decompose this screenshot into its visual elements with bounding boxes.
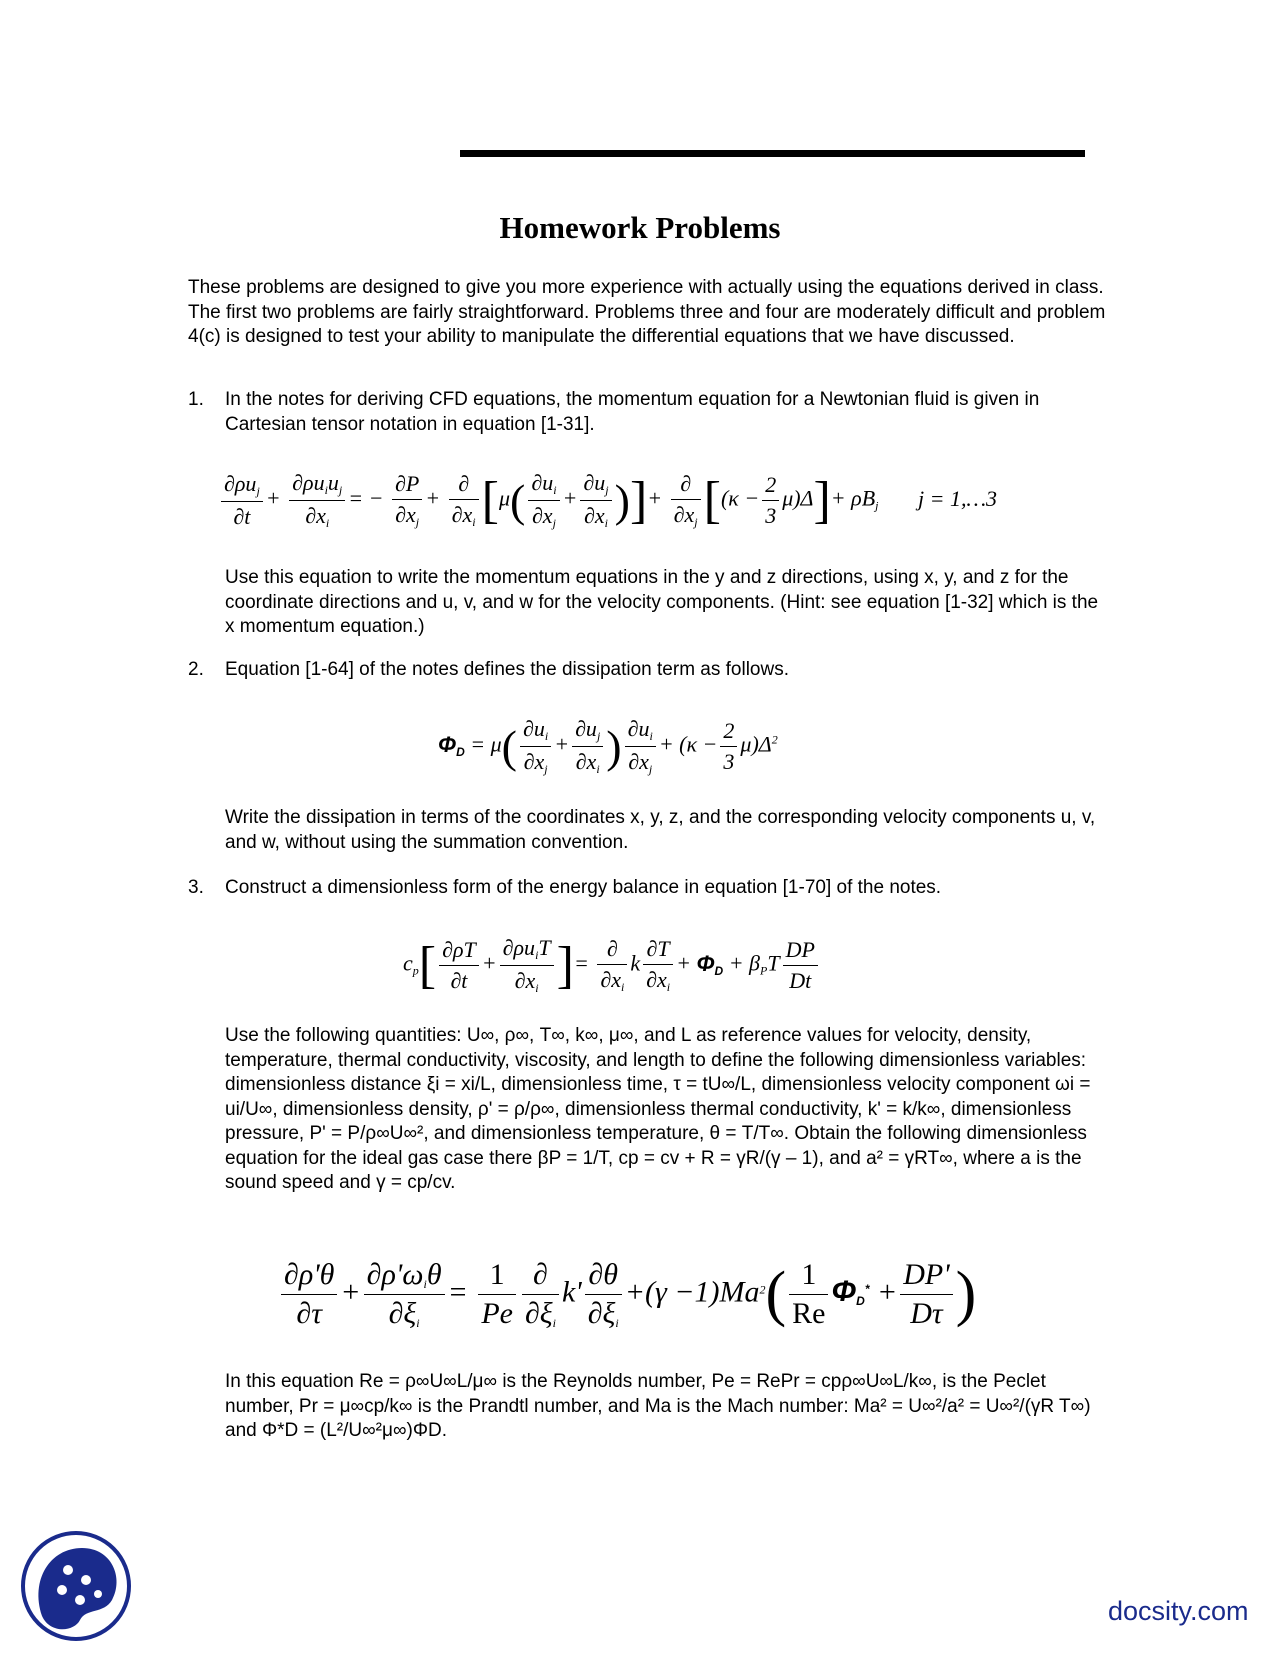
problem-1-instructions: Use this equation to write the momentum equations in the y and z directions, using x, y, and z for the coordinate directions and u, v, and w for the velocity components. (Hint: see equation [1-32] which is the x momentum equation.) <box>225 567 1099 637</box>
energy-equation: cp[ $\frac{\partial\rho T}{\partial t}$ + $\frac{\text{∂ρuiT}}{\partial xi}$ ]= $\frac{\partial}{\partial xi}$ k $\frac{\partial T}{\partial xi}$ + ΦD + βPT $\frac{DP}{Dt}$ <box>403 935 821 996</box>
problem-3-text: Construct a dimensionless form of the energy balance in equation [1-70] of the notes. <box>225 877 942 898</box>
equation-index-range: j = 1,…3 <box>917 485 998 511</box>
page-title: Homework Problems <box>499 210 781 245</box>
problem-3-instructions: Use the following quantities: U∞, ρ∞, T∞, k∞, μ∞, and L as reference values for velocity, density, temperature, thermal conductivity, viscosity, and length to define the following dimensionless variables: dimensionless distance ξi = xi/L, dimensionless time, τ = tU∞/L, dimensionless velocity component ωi = ui/U∞, dimensionless density, ρ' = ρ/ρ∞, dimensionless thermal conductivity, k' = k/k∞, dimensionless pressure, P' = P/ρ∞U∞², and dimensionless temperature, θ = T/T∞. Obtain the following dimensionless equation for the ideal gas case there βP = 1/T, cp = cv + R = γR/(γ – 1), and a² = γRT∞, where a is the sound speed and γ = cp/cv. <box>225 1025 1091 1193</box>
dimensionless-energy-equation: $\frac{\partial\rho'\theta}{\partial\tau}$ + $\frac{\text{∂ρ'ωiθ}}{\partial\xi i}$ = $\frac{1}{Pe}$ $\frac{\partial}{\partial\xi i}$ k' $\frac{\partial\theta}{\partial\xi i}$ $+(\gamma -1)Ma^2$( $\frac{1}{Re}$ ΦD* + $\frac{DP'}{D\tau}$ ) <box>278 1258 976 1331</box>
problem-2-number: 2. <box>188 659 204 680</box>
problem-3-number: 3. <box>188 877 204 898</box>
intro-paragraph: These problems are designed to give you more experience with actually using the equations derived in class. The first two problems are fairly straightforward. Problems three and four are moderately difficult and problem 4(c) is designed to test your ability to manipulate the differential equations that we have discussed. <box>188 277 1106 347</box>
problem-2-text: Equation [1-64] of the notes defines the dissipation term as follows. <box>225 659 789 680</box>
dissipation-equation: ΦD = μ( $\frac{\partial ui}{\partial xj}$ + $\frac{\partial uj}{\partial xi}$ ) $\frac{\partial ui}{\partial xj}$ + (κ − $\frac{2}{3}$ $\mu)\Delta^2$ <box>438 716 778 776</box>
header-rule <box>460 150 1085 157</box>
docsity-brand-link[interactable]: docsity.com <box>1108 1596 1249 1626</box>
momentum-equation: $\frac{\text{∂ρuj}}{\partial t}$ + $\frac{\text{∂ρuiuj}}{\partial xi}$ = − $\frac{\partial P}{\partial xj}$ + $\frac{\partial}{\partial xi}$ [μ( $\frac{\partial ui}{\partial xj}$ + $\frac{\partial uj}{\partial xi}$ )]+ $\frac{\partial}{\partial xj}$ [(κ − $\frac{2}{3}$ μ)Δ]+ ρBj j = 1,…3 <box>218 470 997 531</box>
docsity-logo-icon <box>20 1530 132 1642</box>
problem-3-definitions: In this equation Re = ρ∞U∞L/μ∞ is the Reynolds number, Pe = RePr = cpρ∞U∞L/k∞, is the Peclet number, Pr = μ∞cp/k∞ is the Prandtl number, and Ma is the Mach number: Ma² = U∞²/a² = U∞²/(γR T∞) and Φ*D = (L²/U∞²μ∞)ΦD. <box>225 1371 1091 1441</box>
problem-1-text: In the notes for deriving CFD equations, the momentum equation for a Newtonian fluid is given in Cartesian tensor notation in equation [1-31]. <box>225 389 1040 435</box>
problem-1-number: 1. <box>188 389 204 410</box>
problem-2-instructions: Write the dissipation in terms of the coordinates x, y, z, and the corresponding velocity components u, v, and w, without using the summation convention. <box>225 807 1096 853</box>
